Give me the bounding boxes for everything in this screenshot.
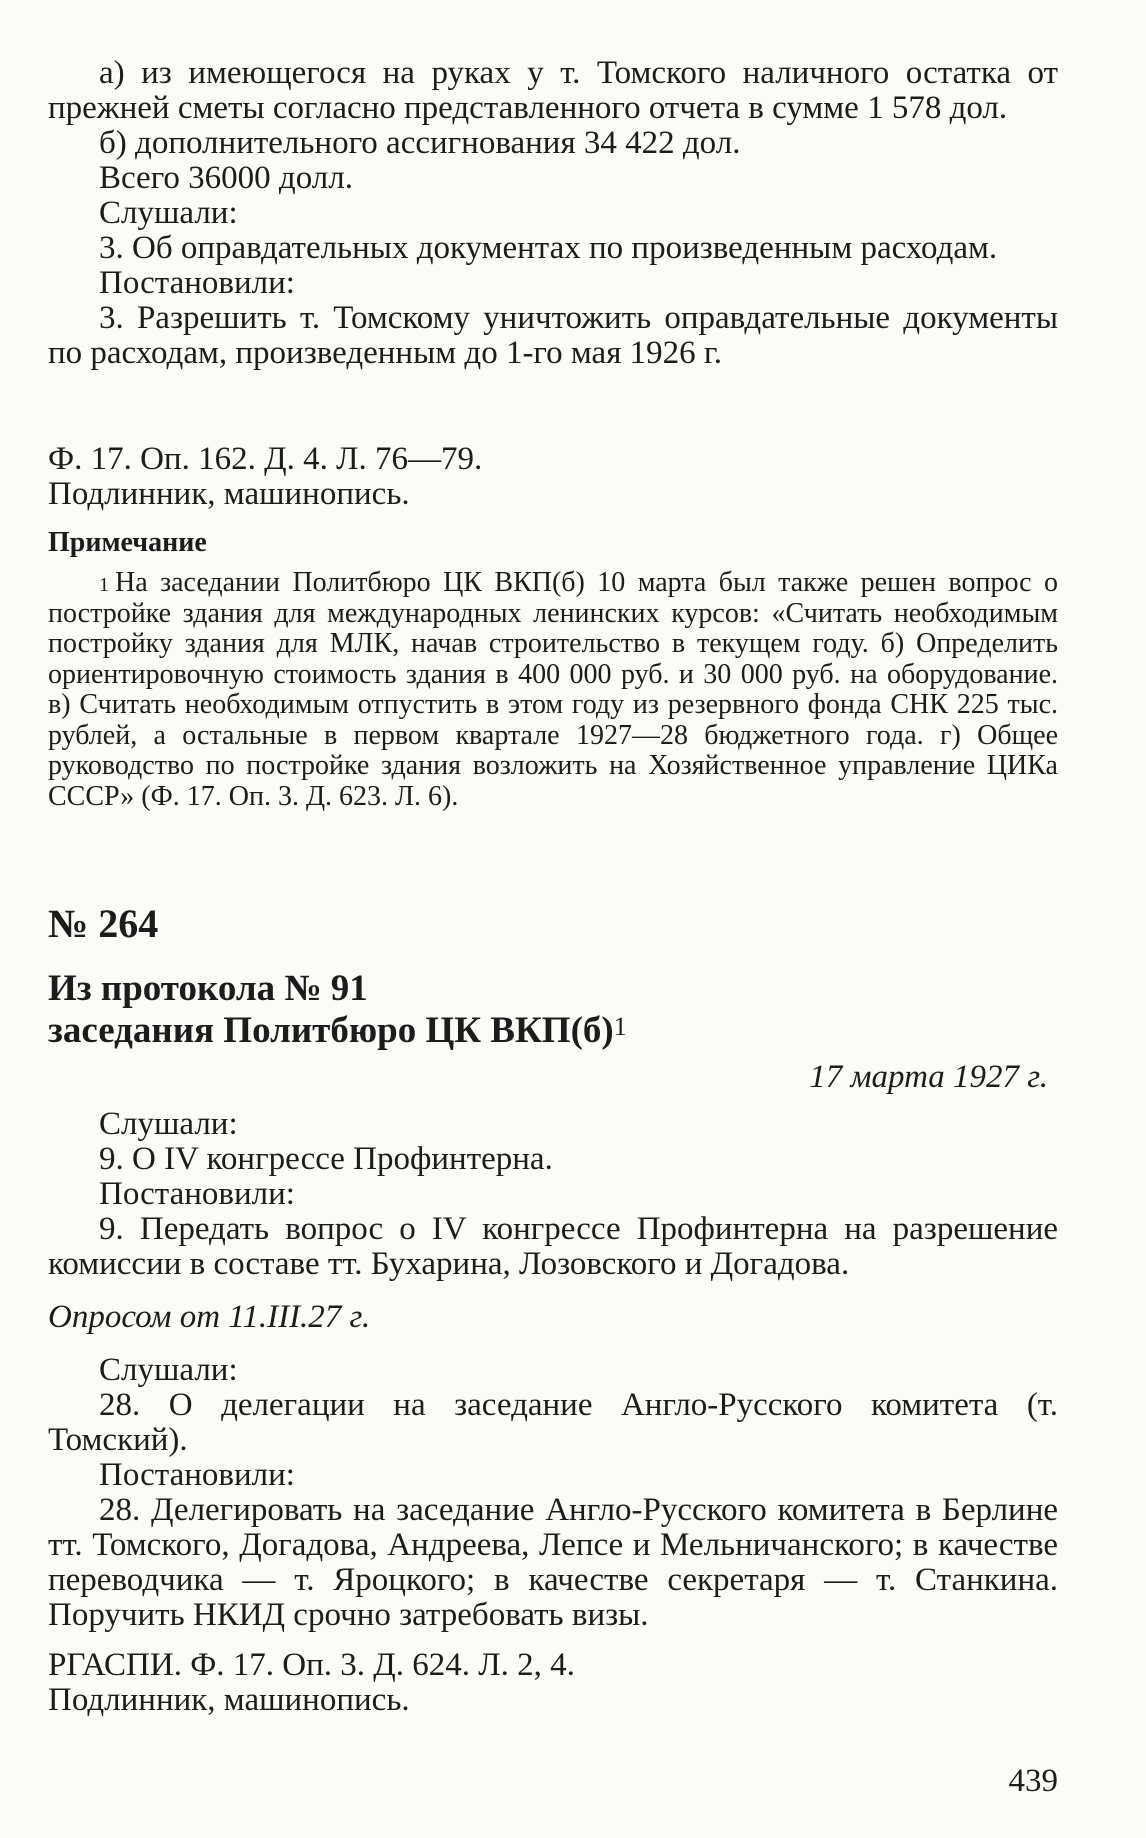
archive-reference: РГАСПИ. Ф. 17. Оп. 3. Д. 624. Л. 2, 4. (48, 1647, 575, 1683)
top-section (48, 56, 1058, 371)
archive-reference: Ф. 17. Оп. 162. Д. 4. Л. 76—79. (48, 441, 483, 477)
source-citation-2 (48, 1648, 1058, 1718)
resolved-label: Постановили: (99, 265, 295, 301)
agenda-item-28 (48, 1353, 1058, 1633)
page-number: 439 (1008, 1763, 1058, 1799)
resolved-item-9: 9. Передать вопрос о IV конгрессе Профинтерна на разрешение комиссии в составе тт. Бухарина, Лозовского и Догадова. (48, 1211, 1058, 1282)
agenda-item-9 (48, 1107, 1058, 1282)
document-date: 17 марта 1927 г. (809, 1059, 1048, 1095)
note-heading: Примечание (48, 527, 207, 558)
document-title (48, 968, 1058, 1052)
title-line-2-text: заседания Политбюро ЦК ВКП(б) (48, 1010, 614, 1051)
resolved-item-3: 3. Разрешить т. Томскому уничтожить оправдательные документы по расходам, произведенным до 1-го мая 1926 г. (48, 300, 1058, 371)
heard-item-3: 3. Об оправдательных документах по произведенным расходам. (99, 230, 998, 266)
heard-label: Слушали: (99, 1106, 238, 1142)
note-text (48, 568, 1058, 812)
title-line-1: Из протокола № 91 (48, 968, 368, 1009)
document-type: Подлинник, машинопись. (48, 476, 410, 512)
resolved-label: Постановили: (99, 1457, 295, 1493)
poll-heading: Опросом от 11.III.27 г. (48, 1299, 371, 1335)
footnote-block (48, 528, 1058, 812)
total-line: Всего 36000 долл. (99, 160, 353, 196)
heard-label: Слушали: (99, 195, 238, 231)
resolved-item-28: 28. Делегировать на заседание Англо-Русского комитета в Берлине тт. Томского, Догадова, Андреева, Лепсе и Мельничанского; в качестве переводчика — т. Яроцкого; в качестве секретаря — т. Станкина. Поручить НКИД срочно затребовать визы. (48, 1492, 1058, 1633)
heard-item-9: 9. О IV конгрессе Профинтерна. (99, 1141, 553, 1177)
document-264 (48, 902, 1058, 1633)
source-citation-1 (48, 442, 1058, 512)
heard-item-28: 28. О делегации на заседание Англо-Русского комитета (т. Томский). (48, 1387, 1058, 1458)
note-body: На заседании Политбюро ЦК ВКП(б) 10 марта был также решен вопрос о постройке здания для международных ленинских курсов: «Считать необходимым постройку здания для МЛК, начав строительство в текущем году. б) Определить ориентировочную стоимость здания в 400 000 руб. и 30 000 руб. на оборудование. в) Считать необходимым отпустить в этом году из резервного фонда СНК 225 тыс. рублей, а остальные в первом квартале 1927—28 бюджетного года. г) Общее руководство по постройке здания возложить на Хозяйственное управление ЦИКа СССР» (Ф. 17. Оп. 3. Д. 623. Л. 6). (48, 567, 1058, 812)
item-b: б) дополнительного ассигнования 34 422 дол. (99, 125, 741, 161)
document-type: Подлинник, машинопись. (48, 1682, 410, 1718)
title-footnote-marker: 1 (613, 1012, 627, 1041)
document-number: № 264 (48, 901, 159, 946)
title-line-2 (48, 1010, 1058, 1052)
heard-label: Слушали: (99, 1352, 238, 1388)
item-a: а) из имеющегося на руках у т. Томского наличного остатка от прежней сметы согласно представленного отчета в сумме 1 578 дол. (48, 55, 1058, 126)
footnote-marker: 1 (99, 574, 109, 596)
resolved-label: Постановили: (99, 1176, 295, 1212)
